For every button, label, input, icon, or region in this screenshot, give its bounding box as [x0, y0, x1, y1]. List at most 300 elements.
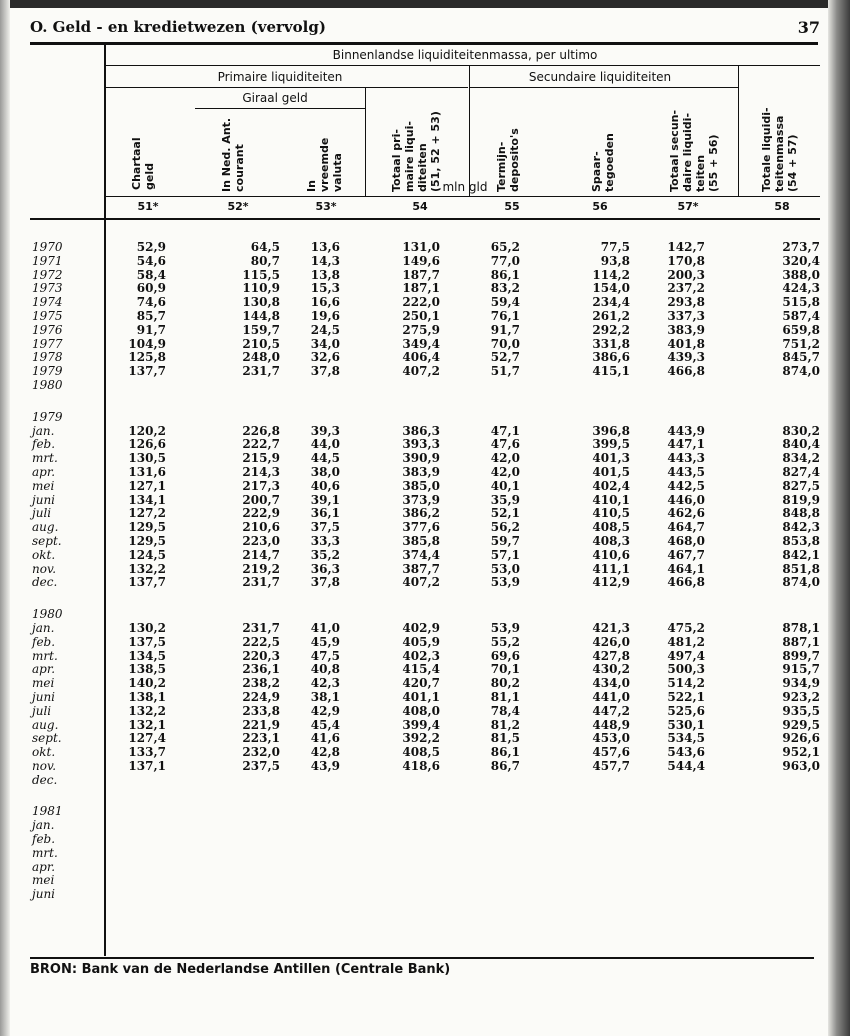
table-cell: 466,8 [667, 364, 705, 379]
table-cell: 37,8 [310, 575, 340, 590]
table-row [30, 281, 820, 295]
col-label-totaal-primair: Totaal pri- maire liqui- diteiten (51, 52 + 53) [390, 111, 442, 192]
table-cell: 448,9 [592, 717, 630, 732]
row-label: juni [32, 492, 56, 507]
table-cell: 115,5 [242, 267, 280, 282]
table-row [30, 520, 820, 534]
table-cell: 899,7 [782, 648, 820, 663]
table-cell: 447,1 [667, 437, 705, 452]
group-primary: Primaire liquiditeiten [217, 70, 343, 84]
table-cell: 457,6 [592, 745, 630, 760]
col-num-52: 52* [227, 200, 249, 213]
table-cell: 149,6 [402, 253, 440, 268]
table-row [30, 295, 820, 309]
table-cell: 52,7 [490, 350, 520, 365]
table-cell: 134,1 [128, 492, 166, 507]
table-cell: 127,1 [128, 478, 166, 493]
table-cell: 85,7 [136, 308, 166, 323]
table-cell: 497,4 [667, 648, 705, 663]
table-cell: 411,1 [592, 561, 630, 576]
table-cell: 200,7 [242, 492, 280, 507]
table-cell: 385,0 [402, 478, 440, 493]
table-row [30, 621, 820, 635]
table-cell: 402,3 [402, 648, 440, 663]
table-cell: 405,9 [402, 634, 440, 649]
table-cell: 427,8 [592, 648, 630, 663]
row-label: 1975 [32, 308, 63, 323]
table-cell: 819,9 [782, 492, 820, 507]
table-cell: 236,1 [242, 662, 280, 677]
table-cell: 65,2 [490, 240, 520, 254]
table-cell: 58,4 [136, 267, 166, 282]
table-row [30, 676, 820, 690]
table-cell: 138,5 [128, 662, 166, 677]
table-cell: 410,5 [592, 506, 630, 521]
page-top-edge [0, 0, 850, 8]
table-cell: 530,1 [667, 717, 705, 732]
table-row [30, 562, 820, 576]
table-cell: 447,2 [592, 703, 630, 718]
table-cell: 220,3 [242, 648, 280, 663]
table-row [30, 437, 820, 451]
col-label-spaartegoeden: Spaar- tegoeden [590, 133, 616, 192]
table-cell: 393,3 [402, 437, 440, 452]
table-cell: 47,1 [490, 423, 520, 438]
table-cell: 407,2 [402, 364, 440, 379]
table-row [30, 337, 820, 351]
table-cell: 56,2 [490, 520, 520, 535]
table-cell: 219,2 [242, 561, 280, 576]
col-num-51: 51* [137, 200, 159, 213]
table-cell: 126,6 [128, 437, 166, 452]
table-cell: 15,3 [310, 281, 340, 296]
table-cell: 81,1 [490, 689, 520, 704]
table-row [30, 350, 820, 364]
table-cell: 78,4 [490, 703, 520, 718]
table-cell: 69,6 [490, 648, 520, 663]
table-cell: 104,9 [128, 336, 166, 351]
page-header [30, 16, 820, 40]
table-cell: 41,0 [310, 620, 340, 635]
table-row [30, 378, 820, 392]
table-cell: 127,4 [128, 731, 166, 746]
row-label: juni [32, 887, 56, 902]
row-label: okt. [32, 745, 56, 760]
table-cell: 464,1 [667, 561, 705, 576]
row-label: dec. [32, 772, 58, 787]
header-divider-1 [365, 87, 366, 197]
table-cell: 54,6 [136, 253, 166, 268]
table-cell: 226,8 [242, 423, 280, 438]
row-group [30, 804, 820, 901]
row-label: jan. [32, 620, 55, 635]
table-cell: 434,0 [592, 676, 630, 691]
header-divider-2 [469, 66, 470, 196]
table-cell: 24,5 [310, 322, 340, 337]
row-label: mrt. [32, 648, 58, 663]
table-cell: 32,6 [310, 350, 340, 365]
table-cell: 935,5 [782, 703, 820, 718]
table-cell: 320,4 [782, 253, 820, 268]
table-cell: 42,0 [490, 464, 520, 479]
table-cell: 261,2 [592, 308, 630, 323]
row-label: 1974 [32, 295, 63, 310]
table-cell: 442,5 [667, 478, 705, 493]
table-cell: 44,0 [310, 437, 340, 452]
table-cell: 83,2 [490, 281, 520, 296]
row-label: 1979 [32, 364, 63, 379]
row-label: mei [32, 873, 55, 888]
col-num-53: 53* [315, 200, 337, 213]
table-cell: 293,8 [667, 295, 705, 310]
row-group [30, 607, 820, 786]
table-cell: 77,5 [600, 240, 630, 254]
table-row [30, 575, 820, 589]
table-cell: 887,1 [782, 634, 820, 649]
table-row [30, 635, 820, 649]
table-cell: 120,2 [128, 423, 166, 438]
table-row [30, 548, 820, 562]
table-cell: 273,7 [782, 240, 820, 254]
row-label: mrt. [32, 451, 58, 466]
table-cell: 159,7 [242, 322, 280, 337]
table-row [30, 451, 820, 465]
table-cell: 515,8 [782, 295, 820, 310]
table-cell: 392,2 [402, 731, 440, 746]
table-cell: 35,9 [490, 492, 520, 507]
table-cell: 401,3 [592, 451, 630, 466]
table-cell: 457,7 [592, 758, 630, 773]
table-cell: 383,9 [402, 464, 440, 479]
row-label: 1976 [32, 322, 63, 337]
table-cell: 42,0 [490, 451, 520, 466]
table-cell: 848,8 [782, 506, 820, 521]
table-row [30, 832, 820, 846]
table-cell: 40,1 [490, 478, 520, 493]
row-label: dec. [32, 575, 58, 590]
table-cell: 231,7 [242, 575, 280, 590]
header-rule-6 [30, 218, 820, 220]
table-cell: 840,4 [782, 437, 820, 452]
table-cell: 129,5 [128, 520, 166, 535]
table-cell: 383,9 [667, 322, 705, 337]
table-cell: 525,6 [667, 703, 705, 718]
table-cell: 222,9 [242, 506, 280, 521]
table-cell: 453,0 [592, 731, 630, 746]
row-label: juni [32, 689, 56, 704]
table-cell: 53,0 [490, 561, 520, 576]
table-cell: 93,8 [600, 253, 630, 268]
table-cell: 37,5 [310, 520, 340, 535]
table-cell: 41,6 [310, 731, 340, 746]
table-cell: 238,2 [242, 676, 280, 691]
group-secondary: Secundaire liquiditeiten [528, 70, 672, 84]
table-cell: 401,8 [667, 336, 705, 351]
col-label-totale-massa: Totale liquidi- teitenmassa (54 + 57) [760, 107, 799, 192]
table-cell: 170,8 [667, 253, 705, 268]
table-cell: 275,9 [402, 322, 440, 337]
table-cell: 80,7 [250, 253, 280, 268]
row-label: 1973 [32, 281, 63, 296]
table-row [30, 410, 820, 424]
row-label: juli [32, 703, 52, 718]
table-cell: 70,1 [490, 662, 520, 677]
table-cell: 834,2 [782, 451, 820, 466]
row-label: feb. [32, 437, 56, 452]
row-label: nov. [32, 561, 57, 576]
table-cell: 137,7 [128, 364, 166, 379]
table-cell: 929,5 [782, 717, 820, 732]
table-cell: 874,0 [782, 364, 820, 379]
table-row [30, 268, 820, 282]
table-cell: 827,5 [782, 478, 820, 493]
table-cell: 407,2 [402, 575, 440, 590]
col-num-57: 57* [677, 200, 699, 213]
header-rule-4 [195, 108, 365, 109]
table-cell: 131,0 [402, 240, 440, 254]
row-label: jan. [32, 818, 55, 833]
col-label-termijndeposito: Termijn- deposito's [495, 128, 521, 192]
table-cell: 224,9 [242, 689, 280, 704]
table-cell: 430,2 [592, 662, 630, 677]
table-cell: 232,0 [242, 745, 280, 760]
table-cell: 47,5 [310, 648, 340, 663]
table-cell: 386,2 [402, 506, 440, 521]
table-cell: 57,1 [490, 547, 520, 562]
table-row [30, 254, 820, 268]
table-cell: 53,9 [490, 575, 520, 590]
row-label: mei [32, 478, 55, 493]
table-cell: 401,5 [592, 464, 630, 479]
col-label-vreemde-valuta: In vreemde valuta [305, 137, 344, 192]
table-cell: 132,1 [128, 717, 166, 732]
table-cell: 934,9 [782, 676, 820, 691]
table-cell: 952,1 [782, 745, 820, 760]
table-cell: 144,8 [242, 308, 280, 323]
table-cell: 42,8 [310, 745, 340, 760]
table-cell: 40,8 [310, 662, 340, 677]
table-cell: 138,1 [128, 689, 166, 704]
table-cell: 222,0 [402, 295, 440, 310]
table-cell: 915,7 [782, 662, 820, 677]
table-cell: 522,1 [667, 689, 705, 704]
table-cell: 200,3 [667, 267, 705, 282]
table-row [30, 662, 820, 676]
table-cell: 420,7 [402, 676, 440, 691]
table-cell: 59,7 [490, 533, 520, 548]
table-row [30, 424, 820, 438]
table-cell: 127,2 [128, 506, 166, 521]
table-cell: 543,6 [667, 745, 705, 760]
row-label: 1977 [32, 336, 63, 351]
table-cell: 52,9 [136, 240, 166, 254]
row-label: 1981 [32, 804, 63, 819]
row-label: okt. [32, 547, 56, 562]
table-cell: 462,6 [667, 506, 705, 521]
table-cell: 77,0 [490, 253, 520, 268]
col-num-56: 56 [592, 200, 608, 213]
table-cell: 91,7 [136, 322, 166, 337]
table-cell: 406,4 [402, 350, 440, 365]
table-cell: 51,7 [490, 364, 520, 379]
table-row [30, 309, 820, 323]
table-cell: 827,4 [782, 464, 820, 479]
table-cell: 13,8 [310, 267, 340, 282]
col-label-chartaal: Chartaal geld [130, 137, 156, 190]
table-cell: 248,0 [242, 350, 280, 365]
table-cell: 443,5 [667, 464, 705, 479]
row-label: mei [32, 676, 55, 691]
table-cell: 37,8 [310, 364, 340, 379]
table-cell: 214,3 [242, 464, 280, 479]
table-row [30, 493, 820, 507]
table-cell: 500,3 [667, 662, 705, 677]
table-cell: 377,6 [402, 520, 440, 535]
table-row [30, 240, 820, 254]
header-rule-5 [104, 196, 820, 197]
table-row [30, 607, 820, 621]
page-number: 37 [797, 18, 820, 37]
table-cell: 233,8 [242, 703, 280, 718]
table-cell: 412,9 [592, 575, 630, 590]
row-label: apr. [32, 662, 56, 677]
source-note: BRON: Bank van de Nederlandse Antillen (Centrale Bank) [30, 962, 451, 977]
table-cell: 388,0 [782, 267, 820, 282]
header-divider-3 [738, 66, 739, 196]
table-cell: 963,0 [782, 758, 820, 773]
table-cell: 132,2 [128, 703, 166, 718]
row-label: feb. [32, 634, 56, 649]
table-row [30, 873, 820, 887]
table-row [30, 846, 820, 860]
table-cell: 81,2 [490, 717, 520, 732]
table-cell: 124,5 [128, 547, 166, 562]
table-row [30, 759, 820, 773]
table-cell: 55,2 [490, 634, 520, 649]
table-cell: 142,7 [667, 240, 705, 254]
unit-label: mln gld [442, 180, 488, 194]
row-label: 1971 [32, 253, 63, 268]
table-cell: 33,3 [310, 533, 340, 548]
table-row [30, 649, 820, 663]
table-cell: 38,1 [310, 689, 340, 704]
header-rule-2 [104, 87, 468, 88]
table-cell: 19,6 [310, 308, 340, 323]
table-cell: 374,4 [402, 547, 440, 562]
table-cell: 47,6 [490, 437, 520, 452]
table-cell: 221,9 [242, 717, 280, 732]
table-cell: 130,8 [242, 295, 280, 310]
table-cell: 129,5 [128, 533, 166, 548]
table-cell: 16,6 [310, 295, 340, 310]
table-cell: 137,7 [128, 575, 166, 590]
table-cell: 659,8 [782, 322, 820, 337]
super-header: Binnenlandse liquiditeitenmassa, per ultimo [332, 48, 598, 62]
table-cell: 210,6 [242, 520, 280, 535]
table-cell: 74,6 [136, 295, 166, 310]
table-row [30, 818, 820, 832]
table-cell: 441,0 [592, 689, 630, 704]
table-cell: 80,2 [490, 676, 520, 691]
col-label-ned-ant: In Ned. Ant. courant [220, 117, 246, 192]
table-cell: 223,0 [242, 533, 280, 548]
table-cell: 385,8 [402, 533, 440, 548]
page-left-edge [0, 0, 10, 1036]
table-cell: 42,3 [310, 676, 340, 691]
table-cell: 154,0 [592, 281, 630, 296]
stub-divider [104, 44, 106, 224]
page-right-edge [828, 0, 850, 1036]
row-group [30, 240, 820, 392]
table-cell: 222,7 [242, 437, 280, 452]
table-cell: 70,0 [490, 336, 520, 351]
table-cell: 131,6 [128, 464, 166, 479]
table-cell: 331,8 [592, 336, 630, 351]
table-cell: 408,5 [402, 745, 440, 760]
row-label: sept. [32, 533, 62, 548]
table-cell: 468,0 [667, 533, 705, 548]
table-cell: 387,7 [402, 561, 440, 576]
header-rule-1 [104, 65, 820, 66]
table-cell: 874,0 [782, 575, 820, 590]
row-label: 1978 [32, 350, 63, 365]
table-cell: 237,2 [667, 281, 705, 296]
table-cell: 91,7 [490, 322, 520, 337]
table-cell: 443,3 [667, 451, 705, 466]
table-cell: 845,7 [782, 350, 820, 365]
table-cell: 130,5 [128, 451, 166, 466]
table-cell: 349,4 [402, 336, 440, 351]
table-cell: 415,4 [402, 662, 440, 677]
table-cell: 39,3 [310, 423, 340, 438]
table-cell: 408,0 [402, 703, 440, 718]
header-rule [30, 42, 818, 45]
col-label-totaal-secundair: Totaal secun- daire liquidi- teiten (55 + 56) [668, 109, 720, 192]
row-label: jan. [32, 423, 55, 438]
table-cell: 44,5 [310, 451, 340, 466]
table-cell: 373,9 [402, 492, 440, 507]
table-cell: 446,0 [667, 492, 705, 507]
table-cell: 842,3 [782, 520, 820, 535]
table-cell: 396,8 [592, 423, 630, 438]
row-label: aug. [32, 520, 59, 535]
col-num-54: 54 [412, 200, 428, 213]
table-cell: 45,9 [310, 634, 340, 649]
table-cell: 140,2 [128, 676, 166, 691]
table-cell: 215,9 [242, 451, 280, 466]
table-cell: 544,4 [667, 758, 705, 773]
table-cell: 399,5 [592, 437, 630, 452]
table-cell: 134,5 [128, 648, 166, 663]
table-cell: 231,7 [242, 620, 280, 635]
table-cell: 443,9 [667, 423, 705, 438]
table-cell: 386,6 [592, 350, 630, 365]
table-cell: 410,6 [592, 547, 630, 562]
table-cell: 408,5 [592, 520, 630, 535]
row-label: 1980 [32, 607, 63, 622]
table-row [30, 704, 820, 718]
table-cell: 133,7 [128, 745, 166, 760]
col-num-55: 55 [504, 200, 520, 213]
table-cell: 399,4 [402, 717, 440, 732]
table-cell: 40,6 [310, 478, 340, 493]
table-cell: 466,8 [667, 575, 705, 590]
header-rule-3 [470, 87, 738, 88]
table-cell: 86,1 [490, 267, 520, 282]
table-cell: 125,8 [128, 350, 166, 365]
row-label: 1980 [32, 377, 63, 392]
table-cell: 137,1 [128, 758, 166, 773]
